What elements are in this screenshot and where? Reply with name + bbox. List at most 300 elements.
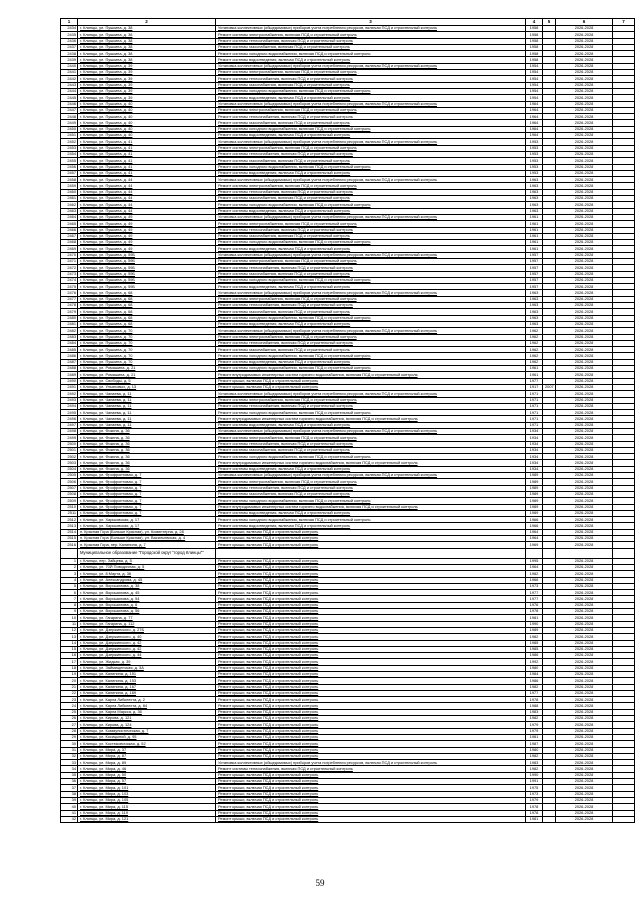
address: г. Клинцы, ул. Пушкина, д. 49 bbox=[78, 246, 216, 252]
period: 2026-2028 bbox=[556, 529, 613, 535]
row-number: 2506 bbox=[61, 479, 78, 485]
work-type: Ремонт системы холодного водоснабжения, включая ПСД и строительный контроль bbox=[216, 498, 526, 504]
col-header-7: 7 bbox=[613, 19, 635, 26]
work-type: Ремонт системы теплоснабжения, включая ПСД и строительный контроль bbox=[216, 441, 526, 447]
address: г. Клинцы, ул. Пушкина, д. 40 bbox=[78, 101, 216, 107]
work-type: Ремонт системы водоотведения, включая ПСД и строительный контроль bbox=[216, 422, 526, 428]
period: 2026-2028 bbox=[556, 202, 613, 208]
row-number: 3 bbox=[61, 571, 78, 577]
col-5-value bbox=[543, 816, 556, 822]
build-year: 1953 bbox=[526, 170, 543, 176]
row-number: 2453 bbox=[61, 145, 78, 151]
work-type: Ремонт системы водоотведения, включая ПСД и строительный контроль bbox=[216, 133, 526, 139]
period: 2026-2028 bbox=[556, 265, 613, 271]
period: 2026-2028 bbox=[556, 498, 613, 504]
period: 2026-2028 bbox=[556, 57, 613, 63]
build-year: 1962 bbox=[526, 359, 543, 365]
address: г. Клинцы, ул. Пушкина, д. 70 bbox=[78, 347, 216, 353]
address: г. Клинцы, ул. Карла Либкнехта, д. 2 bbox=[78, 697, 216, 703]
address: г. Клинцы, ул. Чапаева, д. 11 bbox=[78, 416, 216, 422]
period: 2026-2028 bbox=[556, 558, 613, 564]
address: г. Клинцы, ул. Пушкина, д. 39 bbox=[78, 63, 216, 69]
work-type: Ремонт системы теплоснабжения, включая ПСД и строительный контроль bbox=[216, 227, 526, 233]
period: 2026-2028 bbox=[556, 564, 613, 570]
row-number: 2445 bbox=[61, 95, 78, 101]
address: г. Клинцы, ул. Пушкина, д. 44 bbox=[78, 196, 216, 202]
build-year: 1963 bbox=[526, 189, 543, 195]
period: 2026-2028 bbox=[556, 542, 613, 548]
row-number: 2501 bbox=[61, 447, 78, 453]
work-type: Установка коллективных (общедомовых) приборов учета потребления ресурсов, включая ПСД и строительный контроль bbox=[216, 139, 526, 145]
address: г. Клинцы, ул. Карла Маркса, д. 36 bbox=[78, 709, 216, 715]
build-year: 1962 bbox=[526, 340, 543, 346]
build-year: 1981 bbox=[526, 734, 543, 740]
work-type: Ремонт системы теплоснабжения, включая ПСД и строительный контроль bbox=[216, 403, 526, 409]
period: 2026-2028 bbox=[556, 596, 613, 602]
period: 2026-2028 bbox=[556, 372, 613, 378]
build-year: 1964 bbox=[526, 114, 543, 120]
period: 2026-2028 bbox=[556, 709, 613, 715]
row-number: 41 bbox=[61, 810, 78, 816]
work-type: Ремонт системы газоснабжения, включая ПСД и строительный контроль bbox=[216, 347, 526, 353]
build-year: 1982 bbox=[526, 716, 543, 722]
address: г. Клинцы, ул. Мира, д. 119 bbox=[78, 810, 216, 816]
row-number: 2500 bbox=[61, 441, 78, 447]
row-number: 10 bbox=[61, 615, 78, 621]
row-number: 2465 bbox=[61, 221, 78, 227]
work-type: Ремонт крыши, включая ПСД и строительный контроль bbox=[216, 804, 526, 810]
work-type: Ремонт системы электроснабжения, включая ПСД и строительный контроль bbox=[216, 145, 526, 151]
period: 2026-2028 bbox=[556, 716, 613, 722]
row-number: 2505 bbox=[61, 473, 78, 479]
row-number: 2463 bbox=[61, 208, 78, 214]
period: 2026-2028 bbox=[556, 189, 613, 195]
row-number: 2482 bbox=[61, 328, 78, 334]
address: г. Клинцы, ул. Пушкина, д. 39 bbox=[78, 76, 216, 82]
build-year: 1961 bbox=[526, 227, 543, 233]
row-number: 2464 bbox=[61, 214, 78, 220]
address: г. Клинцы, ул. Дзержинского, д. 40 bbox=[78, 634, 216, 640]
address: г. Клинцы, ул. 8 Марта, д. 36 bbox=[78, 571, 216, 577]
address: п. Красная Гора, пер. Калинина, д. 7 bbox=[78, 542, 216, 548]
address: г. Клинцы, ул. Пушкина, д. 44 bbox=[78, 189, 216, 195]
address: г. Клинцы, ул. Пушкина, д. 49 bbox=[78, 240, 216, 246]
period: 2026-2028 bbox=[556, 170, 613, 176]
col-header-3: 3 bbox=[216, 19, 526, 26]
period: 2026-2028 bbox=[556, 473, 613, 479]
address: г. Клинцы, ул. Мира, д. 101 bbox=[78, 785, 216, 791]
row-number: 2499 bbox=[61, 435, 78, 441]
build-year: 1964 bbox=[526, 101, 543, 107]
address: г. Клинцы, ул. Кирова, д. 121 bbox=[78, 716, 216, 722]
row-number: 2468 bbox=[61, 240, 78, 246]
work-type: Ремонт крыши, включая ПСД и строительный контроль bbox=[216, 659, 526, 665]
address: г. Клинцы, ул. Ворошилова, д. 45 bbox=[78, 590, 216, 596]
work-type: Установка коллективных (общедомовых) приборов учета потребления ресурсов, включая ПСД и строительный контроль bbox=[216, 290, 526, 296]
work-type: Ремонт системы водоотведения, включая ПСД и строительный контроль bbox=[216, 466, 526, 472]
period: 2026-2028 bbox=[556, 671, 613, 677]
address: г. Клинцы, ул. Костюковичская, д. 52 bbox=[78, 741, 216, 747]
period: 2026-2028 bbox=[556, 82, 613, 88]
address: г. Клинцы, ул. Пушкина, д. 70 bbox=[78, 328, 216, 334]
row-number: 2441 bbox=[61, 70, 78, 76]
work-type: Ремонт системы холодного водоснабжения, включая ПСД и строительный контроль bbox=[216, 51, 526, 57]
build-year: 1954 bbox=[526, 70, 543, 76]
work-type: Ремонт системы холодного водоснабжения, включая ПСД и строительный контроль bbox=[216, 410, 526, 416]
row-number: 9 bbox=[61, 609, 78, 615]
address: г. Клинцы, ул. Пушкина, д. 68 bbox=[78, 290, 216, 296]
work-type: Ремонт системы электроснабжения, включая ПСД и строительный контроль bbox=[216, 32, 526, 38]
period: 2026-2028 bbox=[556, 690, 613, 696]
address: г. Клинцы, ул. Калинина, д. 153 bbox=[78, 678, 216, 684]
build-year: 1971 bbox=[526, 403, 543, 409]
build-year: 1989 bbox=[526, 473, 543, 479]
row-number: 14 bbox=[61, 640, 78, 646]
work-type: Ремонт крыши, включая ПСД и строительный контроль bbox=[216, 779, 526, 785]
build-year: 1978 bbox=[526, 804, 543, 810]
build-year: 1971 bbox=[526, 416, 543, 422]
address: г. Клинцы, ул. Фрофронтовая, д. 7 bbox=[78, 479, 216, 485]
period: 2026-2028 bbox=[556, 634, 613, 640]
work-type: Ремонт системы газоснабжения, включая ПСД и строительный контроль bbox=[216, 447, 526, 453]
build-year: 1984 bbox=[526, 671, 543, 677]
address: г. Клинцы, ул. Ульяновых, д. 13 bbox=[78, 384, 216, 390]
row-number: 2452 bbox=[61, 139, 78, 145]
period: 2026-2028 bbox=[556, 145, 613, 151]
address: г. Клинцы, ул. Дзержинского, д. 42 bbox=[78, 640, 216, 646]
work-type: Ремонт системы теплоснабжения, включая ПСД и строительный контроль bbox=[216, 151, 526, 157]
build-year: 1954 bbox=[526, 63, 543, 69]
build-year: 1934 bbox=[526, 441, 543, 447]
work-type: Ремонт крыши, включая ПСД и строительный контроль bbox=[216, 615, 526, 621]
address: г. Клинцы, ул. Карла Либкнехта, д. 84 bbox=[78, 703, 216, 709]
period: 2026-2028 bbox=[556, 114, 613, 120]
period: 2026-2028 bbox=[556, 164, 613, 170]
work-type: Установка коллективных (общедомовых) приборов учета потребления ресурсов, включая ПСД и строительный контроль bbox=[216, 63, 526, 69]
work-type: Установка коллективных (общедомовых) приборов учета потребления ресурсов, включая ПСД и строительный контроль bbox=[216, 26, 526, 32]
build-year: 1963 bbox=[526, 315, 543, 321]
address: г. Клинцы, ул. Пушкина, д. 68 bbox=[78, 303, 216, 309]
row-number: 2507 bbox=[61, 485, 78, 491]
period: 2026-2028 bbox=[556, 590, 613, 596]
row-number: 2510 bbox=[61, 504, 78, 510]
build-year: 1917 bbox=[526, 384, 543, 390]
work-type: Ремонт крыши, включая ПСД и строительный контроль bbox=[216, 536, 526, 542]
period: 2026-2028 bbox=[556, 447, 613, 453]
period: 2026-2028 bbox=[556, 816, 613, 822]
page-number: 59 bbox=[315, 878, 325, 888]
work-type: Ремонт крыши, включая ПСД и строительный контроль bbox=[216, 640, 526, 646]
build-year: 1953 bbox=[526, 151, 543, 157]
row-number: 2491 bbox=[61, 384, 78, 390]
address: г. Клинцы, ул. Пушкина, д. 40 bbox=[78, 133, 216, 139]
build-year: 1961 bbox=[526, 221, 543, 227]
build-year: 1985 bbox=[526, 646, 543, 652]
period: 2026-2028 bbox=[556, 653, 613, 659]
build-year: 1958 bbox=[526, 44, 543, 50]
period: 2026-2028 bbox=[556, 391, 613, 397]
address: г. Клинцы, ул. Харьковская, д. 17 bbox=[78, 517, 216, 523]
row-number: 2471 bbox=[61, 258, 78, 264]
work-type: Ремонт системы электроснабжения, включая ПСД и строительный контроль bbox=[216, 397, 526, 403]
work-type: Ремонт системы электроснабжения, включая ПСД и строительный контроль bbox=[216, 296, 526, 302]
build-year: 1964 bbox=[526, 120, 543, 126]
work-type: Ремонт крыши, включая ПСД и строительный контроль bbox=[216, 596, 526, 602]
row-number: 2502 bbox=[61, 454, 78, 460]
period: 2026-2028 bbox=[556, 321, 613, 327]
address: г. Клинцы, ул. Мира, д. 57 bbox=[78, 779, 216, 785]
work-type: Ремонт системы электроснабжения, включая ПСД и строительный контроль bbox=[216, 107, 526, 113]
work-type: Ремонт системы газоснабжения, включая ПСД и строительный контроль bbox=[216, 309, 526, 315]
row-number: 2513 bbox=[61, 523, 78, 529]
period: 2026-2028 bbox=[556, 359, 613, 365]
address: г. Клинцы, ул. Пушкина, д. 44 bbox=[78, 208, 216, 214]
build-year: 1989 bbox=[526, 491, 543, 497]
row-number: 2477 bbox=[61, 296, 78, 302]
period: 2026-2028 bbox=[556, 107, 613, 113]
build-year: 1983 bbox=[526, 760, 543, 766]
work-type: Ремонт крыши, включая ПСД и строительный контроль bbox=[216, 703, 526, 709]
row-number: 2462 bbox=[61, 202, 78, 208]
address: г. Клинцы, ул. Свободы, д. 5 bbox=[78, 378, 216, 384]
build-year: 1982 bbox=[526, 684, 543, 690]
col-5-value: 2007 bbox=[543, 384, 556, 390]
build-year: 1954 bbox=[526, 95, 543, 101]
period: 2026-2028 bbox=[556, 158, 613, 164]
work-type: Установка коллективных (общедомовых) приборов учета потребления ресурсов, включая ПСД и строительный контроль bbox=[216, 328, 526, 334]
period: 2026-2028 bbox=[556, 296, 613, 302]
address: г. Клинцы, ул. Пушкина, д. 59Б bbox=[78, 284, 216, 290]
address: г. Клинцы, ул. Гагарина, д. 112 bbox=[78, 621, 216, 627]
build-year: 1989 bbox=[526, 510, 543, 516]
row-number: 40 bbox=[61, 804, 78, 810]
build-year: 1990 bbox=[526, 621, 543, 627]
address: г. Клинцы, ул. Фокина, д. 36 bbox=[78, 460, 216, 466]
period: 2026-2028 bbox=[556, 353, 613, 359]
period: 2026-2028 bbox=[556, 703, 613, 709]
period: 2026-2028 bbox=[556, 214, 613, 220]
row-number: 28 bbox=[61, 728, 78, 734]
work-type: Ремонт крыши, включая ПСД и строительный контроль bbox=[216, 378, 526, 384]
period: 2026-2028 bbox=[556, 504, 613, 510]
build-year: 1957 bbox=[526, 284, 543, 290]
address: г. Клинцы, ул. Пушкина, д. 38 bbox=[78, 57, 216, 63]
row-number: 2446 bbox=[61, 101, 78, 107]
period: 2026-2028 bbox=[556, 378, 613, 384]
address: п. Красная Гора (Больше Красная), ул. Коминтерна, д. 28 bbox=[78, 529, 216, 535]
period: 2026-2028 bbox=[556, 277, 613, 283]
row-number: 2474 bbox=[61, 277, 78, 283]
build-year: 1989 bbox=[526, 479, 543, 485]
build-year: 1961 bbox=[526, 233, 543, 239]
work-type: Ремонт внутридомовых инженерных систем горячего водоснабжения, включая ПСД и строительный контроль bbox=[216, 372, 526, 378]
build-year: 1961 bbox=[526, 246, 543, 252]
build-year: 1982 bbox=[526, 753, 543, 759]
work-type: Ремонт внутридомовых инженерных систем горячего водоснабжения, включая ПСД и строительный контроль bbox=[216, 416, 526, 422]
period: 2026-2028 bbox=[556, 397, 613, 403]
address: г. Клинцы, ул. Пушкина, д. 38 bbox=[78, 32, 216, 38]
period: 2026-2028 bbox=[556, 258, 613, 264]
address: г. Клинцы, ул. Фрофронтовая, д. 7 bbox=[78, 498, 216, 504]
work-type: Ремонт крыши, включая ПСД и строительный контроль bbox=[216, 690, 526, 696]
work-type: Ремонт внутридомовых инженерных систем горячего водоснабжения, включая ПСД и строительный контроль bbox=[216, 504, 526, 510]
build-year: 1977 bbox=[526, 378, 543, 384]
row-number: 17 bbox=[61, 659, 78, 665]
address: п. Красная Гора (Больше Красная), ул. Васильевская, д. 4 bbox=[78, 536, 216, 542]
address: г. Клинцы, ул. Мира, д. 37 bbox=[78, 747, 216, 753]
address: г. Клинцы, ул. Чапаева, д. 11 bbox=[78, 422, 216, 428]
address: г. Клинцы, ул. Пушкина, д. 41 bbox=[78, 170, 216, 176]
row-number: 33 bbox=[61, 760, 78, 766]
address: г. Клинцы, ул. Пушкина, д. 68 bbox=[78, 321, 216, 327]
period: 2026-2028 bbox=[556, 51, 613, 57]
build-year: 1981 bbox=[526, 615, 543, 621]
period: 2026-2028 bbox=[556, 797, 613, 803]
build-year: 1963 bbox=[526, 290, 543, 296]
row-number: 2496 bbox=[61, 416, 78, 422]
row-number: 2440 bbox=[61, 63, 78, 69]
work-type: Ремонт крыши, включая ПСД и строительный контроль bbox=[216, 384, 526, 390]
work-type: Ремонт крыши, включая ПСД и строительный контроль bbox=[216, 634, 526, 640]
address: г. Клинцы, ул. Пушкина, д. 68 bbox=[78, 309, 216, 315]
row-number: 29 bbox=[61, 734, 78, 740]
build-year: 1971 bbox=[526, 410, 543, 416]
row-number: 2444 bbox=[61, 88, 78, 94]
period: 2026-2028 bbox=[556, 583, 613, 589]
period: 2026-2028 bbox=[556, 435, 613, 441]
row-number: 13 bbox=[61, 634, 78, 640]
row-number: 2508 bbox=[61, 491, 78, 497]
col-header-2: 2 bbox=[78, 19, 216, 26]
work-type: Ремонт системы электроснабжения, включая ПСД и строительный контроль bbox=[216, 435, 526, 441]
build-year: 1971 bbox=[526, 422, 543, 428]
period: 2026-2028 bbox=[556, 460, 613, 466]
build-year: 1983 bbox=[526, 709, 543, 715]
period: 2026-2028 bbox=[556, 479, 613, 485]
address: г. Клинцы, ул. Фокина, д. 36 bbox=[78, 454, 216, 460]
table-row bbox=[61, 816, 635, 822]
address: г. Клинцы, ул. Пушкина, д. 38 bbox=[78, 44, 216, 50]
work-type: Ремонт системы теплоснабжения, включая ПСД и строительный контроль bbox=[216, 189, 526, 195]
period: 2026-2028 bbox=[556, 791, 613, 797]
build-year: 1966 bbox=[526, 523, 543, 529]
work-type: Ремонт системы холодного водоснабжения, включая ПСД и строительный контроль bbox=[216, 164, 526, 170]
work-type: Установка коллективных (общедомовых) приборов учета потребления ресурсов, включая ПСД и строительный контроль bbox=[216, 101, 526, 107]
work-type: Ремонт системы электроснабжения, включая ПСД и строительный контроль bbox=[216, 334, 526, 340]
row-number: 27 bbox=[61, 722, 78, 728]
address: г. Клинцы, ул. Фокина, д. 36 bbox=[78, 466, 216, 472]
work-type: Ремонт крыши, включая ПСД и строительный контроль bbox=[216, 728, 526, 734]
address: г. Клинцы, ул. Мира, д. 103 bbox=[78, 791, 216, 797]
row-number: 2454 bbox=[61, 151, 78, 157]
address: г. Клинцы, ул. Калинина, д. 167 bbox=[78, 684, 216, 690]
register-sheet bbox=[60, 18, 634, 823]
address: г. Клинцы, ул. Пушкина, д. 41 bbox=[78, 164, 216, 170]
build-year: 1980 bbox=[526, 747, 543, 753]
address: г. Клинцы, ул. Фрофронтовая, д. 7 bbox=[78, 473, 216, 479]
work-type: Ремонт крыши, включая ПСД и строительный контроль bbox=[216, 590, 526, 596]
row-number: 2460 bbox=[61, 189, 78, 195]
address: г. Клинцы, ул. Ворошилова, д. 38 bbox=[78, 583, 216, 589]
build-year: 1958 bbox=[526, 38, 543, 44]
row-number: 2456 bbox=[61, 164, 78, 170]
address: г. Клинцы, ул. Пушкина, д. 44 bbox=[78, 177, 216, 183]
build-year: 1979 bbox=[526, 797, 543, 803]
work-type: Ремонт системы холодного водоснабжения, включая ПСД и строительный контроль bbox=[216, 240, 526, 246]
row-number: 34 bbox=[61, 766, 78, 772]
row-number: 2472 bbox=[61, 265, 78, 271]
work-type: Ремонт крыши, включая ПСД и строительный контроль bbox=[216, 609, 526, 615]
period: 2026-2028 bbox=[556, 252, 613, 258]
period: 2026-2028 bbox=[556, 290, 613, 296]
work-type: Ремонт системы водоотведения, включая ПСД и строительный контроль bbox=[216, 359, 526, 365]
work-type: Ремонт системы холодного водоснабжения, включая ПСД и строительный контроль bbox=[216, 353, 526, 359]
work-type: Ремонт системы холодного водоснабжения, включая ПСД и строительный контроль bbox=[216, 517, 526, 523]
address: г. Клинцы, ул. Пушкина, д. 38 bbox=[78, 26, 216, 32]
period: 2026-2028 bbox=[556, 208, 613, 214]
period: 2026-2028 bbox=[556, 126, 613, 132]
period: 2026-2028 bbox=[556, 221, 613, 227]
period: 2026-2028 bbox=[556, 384, 613, 390]
build-year: 1934 bbox=[526, 454, 543, 460]
build-year: 1989 bbox=[526, 504, 543, 510]
row-number: 32 bbox=[61, 753, 78, 759]
build-year: 1958 bbox=[526, 32, 543, 38]
row-number: 2485 bbox=[61, 347, 78, 353]
period: 2026-2028 bbox=[556, 621, 613, 627]
work-type: Установка коллективных (общедомовых) приборов учета потребления ресурсов, включая ПСД и строительный контроль bbox=[216, 252, 526, 258]
period: 2026-2028 bbox=[556, 177, 613, 183]
row-number: 2439 bbox=[61, 57, 78, 63]
address: г. Клинцы, ул. Пушкина, д. 70 bbox=[78, 359, 216, 365]
address: г. Клинцы, ул. Чапаева, д. 11 bbox=[78, 397, 216, 403]
row-number: 2495 bbox=[61, 410, 78, 416]
row-number: 2449 bbox=[61, 120, 78, 126]
period: 2026-2028 bbox=[556, 334, 613, 340]
row-number: 2494 bbox=[61, 403, 78, 409]
period: 2026-2028 bbox=[556, 403, 613, 409]
build-year: 1995 bbox=[526, 558, 543, 564]
row-number: 2434 bbox=[61, 26, 78, 32]
build-year: 1977 bbox=[526, 596, 543, 602]
address: г. Клинцы, ул. Мира, д. 46 bbox=[78, 766, 216, 772]
period: 2026-2028 bbox=[556, 517, 613, 523]
address: г. Клинцы, ул. Мира, д. 50 bbox=[78, 772, 216, 778]
work-type: Ремонт крыши, включая ПСД и строительный контроль bbox=[216, 810, 526, 816]
period: 2026-2028 bbox=[556, 728, 613, 734]
work-type: Ремонт крыши, включая ПСД и строительный контроль bbox=[216, 709, 526, 715]
work-type: Ремонт крыши, включая ПСД и строительный контроль bbox=[216, 753, 526, 759]
build-year: 1990 bbox=[526, 772, 543, 778]
work-type: Ремонт крыши, включая ПСД и строительный контроль bbox=[216, 791, 526, 797]
row-number: 2514 bbox=[61, 529, 78, 535]
work-type: Ремонт системы холодного водоснабжения, включая ПСД и строительный контроль bbox=[216, 277, 526, 283]
work-type: Ремонт крыши, включая ПСД и строительный контроль bbox=[216, 571, 526, 577]
row-number: 2455 bbox=[61, 158, 78, 164]
address: г. Клинцы, ул. Мира, д. 105 bbox=[78, 797, 216, 803]
row-number: 2509 bbox=[61, 498, 78, 504]
period: 2026-2028 bbox=[556, 246, 613, 252]
repair-plan-table bbox=[60, 18, 635, 823]
row-number: 2458 bbox=[61, 177, 78, 183]
municipal-rows bbox=[61, 558, 635, 822]
row-number: 2512 bbox=[61, 517, 78, 523]
period: 2026-2028 bbox=[556, 284, 613, 290]
build-year: 1986 bbox=[526, 678, 543, 684]
work-type: Ремонт системы водоотведения, включая ПСД и строительный контроль bbox=[216, 208, 526, 214]
build-year: 1963 bbox=[526, 177, 543, 183]
period: 2026-2028 bbox=[556, 309, 613, 315]
